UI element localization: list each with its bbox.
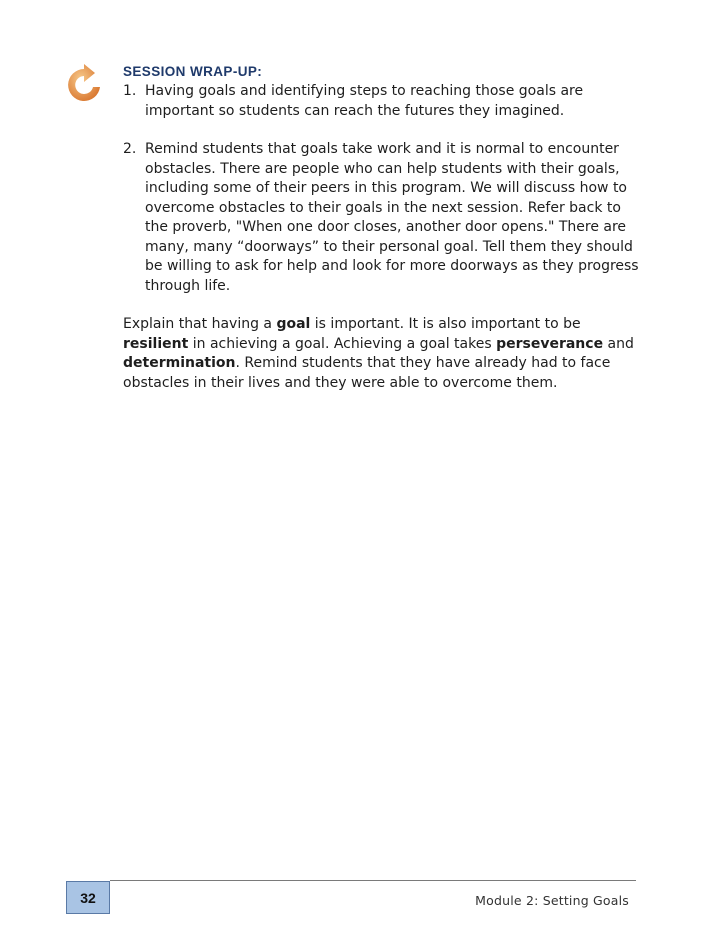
explain-text: is important. It is also important to be (310, 316, 581, 332)
term-determination: determination (123, 355, 236, 371)
term-goal: goal (276, 316, 311, 332)
page-number: 32 (80, 889, 96, 906)
footer-module-title: Module 2: Setting Goals (475, 893, 629, 908)
refresh-arrow-icon (64, 62, 106, 102)
wrap-up-list (123, 82, 643, 296)
list-item-text: Remind students that goals take work and it is normal to encounter obstacles. There are people who can help students with their goals, including some of their peers in this program. We will discuss how to overcome obstacles to their goals in the next session. Refer back to the proverb, "When one door closes, another door opens." There are many, many “doorways” to their personal goal. Tell them they should be willing to ask for help and look for more doorways as they progress through life. (145, 141, 639, 294)
page-number-box (66, 881, 110, 914)
list-item-text: Having goals and identifying steps to reaching those goals are important so students can reach the futures they imagined. (145, 83, 584, 119)
section-heading: SESSION WRAP-UP: (123, 64, 263, 79)
explain-text: and (603, 335, 634, 352)
session-wrap-up (123, 63, 643, 393)
explanation-paragraph (123, 315, 643, 393)
explain-text: Explain that having a (123, 316, 277, 332)
list-item-number: 1. (123, 83, 137, 99)
footer-divider (110, 880, 636, 881)
list-item-number: 2. (123, 141, 137, 157)
list-item (123, 82, 643, 121)
term-perseverance: perseverance (496, 335, 604, 352)
explain-text: . Remind students that they have already had to face obstacles in their lives and they were able to overcome them. (123, 355, 611, 391)
term-resilient: resilient (123, 335, 189, 352)
explain-text: in achieving a goal. Achieving a goal takes (188, 335, 497, 352)
list-item (123, 140, 643, 296)
